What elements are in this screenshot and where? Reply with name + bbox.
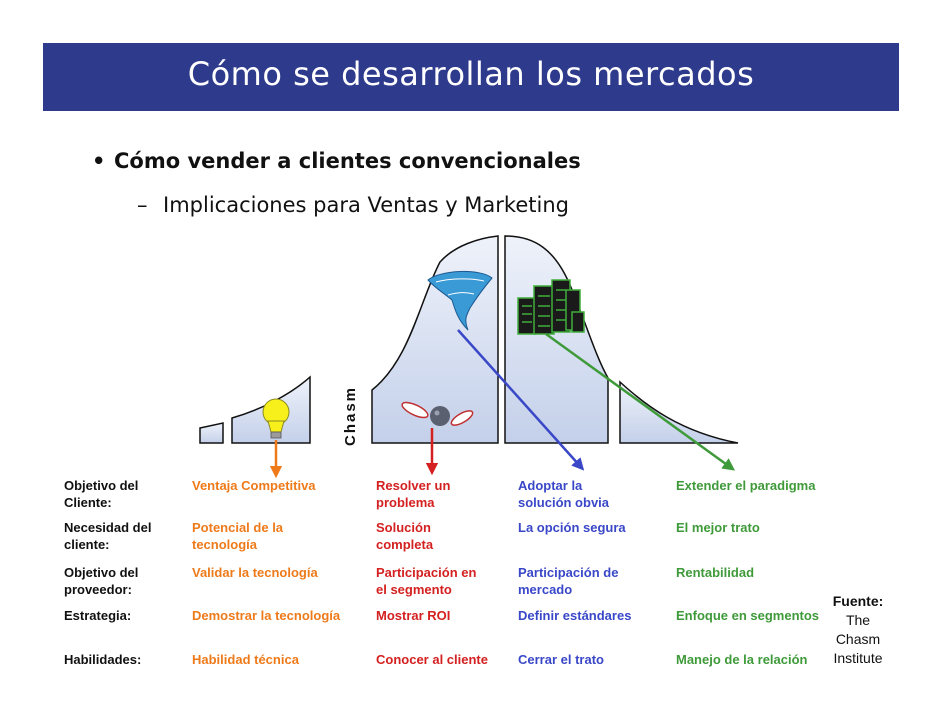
bullet-dot: • xyxy=(92,149,106,173)
source-line: Chasm xyxy=(835,631,881,647)
cell-mejor-trato: El mejor trato xyxy=(676,520,760,535)
cell-validar: Validar la tecnología xyxy=(192,565,318,580)
cell-participacion-segmento: Participación en el segmento xyxy=(376,565,477,597)
slide-title: Cómo se desarrollan los mercados xyxy=(187,55,755,93)
row-label-objetivo-cliente: Objetivo del Cliente: xyxy=(64,478,139,510)
source-note xyxy=(826,592,890,668)
row-label-objetivo-proveedor: Objetivo del proveedor: xyxy=(64,565,139,597)
source-heading: Fuente: xyxy=(832,593,884,609)
cell-rentabilidad: Rentabilidad xyxy=(676,565,755,580)
segment-innovators xyxy=(200,423,223,443)
cell-demostrar: Demostrar la tecnología xyxy=(192,608,341,623)
segment-laggards xyxy=(620,382,738,443)
bullet-main-text: Cómo vender a clientes convencionales xyxy=(114,149,581,173)
cell-habilidad-tecnica: Habilidad técnica xyxy=(192,652,299,667)
cell-cerrar-trato: Cerrar el trato xyxy=(518,652,604,667)
segment-pragmatists-late xyxy=(505,236,608,443)
cell-opcion-segura: La opción segura xyxy=(518,520,626,535)
cell-participacion-mercado: Participación de mercado xyxy=(518,565,619,597)
cell-conocer-cliente: Conocer al cliente xyxy=(376,652,488,667)
cell-definir: Definir estándares xyxy=(518,608,632,623)
cell-adoptar: Adoptar la solución obvia xyxy=(518,478,610,510)
chasm-label: Chasm xyxy=(342,385,359,446)
cell-solucion: Solución completa xyxy=(376,520,434,552)
bullet-sub-text: Implicaciones para Ventas y Marketing xyxy=(163,193,569,217)
cell-potencial: Potencial de la tecnología xyxy=(192,520,284,552)
cell-resolver: Resolver un problema xyxy=(376,478,451,510)
row-label-habilidades: Habilidades: xyxy=(64,652,142,667)
source-line: The xyxy=(845,612,871,628)
bullet-dash: – xyxy=(137,193,148,217)
cell-enfoque: Enfoque en segmentos xyxy=(676,608,820,623)
row-label-necesidad: Necesidad del cliente: xyxy=(64,520,152,552)
cell-ventaja: Ventaja Competitiva xyxy=(192,478,316,493)
cell-manejo-relacion: Manejo de la relación xyxy=(676,652,808,667)
cell-extender: Extender el paradigma xyxy=(676,478,816,493)
cell-mostrar-roi: Mostrar ROI xyxy=(376,608,451,623)
source-line: Institute xyxy=(833,650,883,666)
row-label-estrategia: Estrategia: xyxy=(64,608,132,623)
